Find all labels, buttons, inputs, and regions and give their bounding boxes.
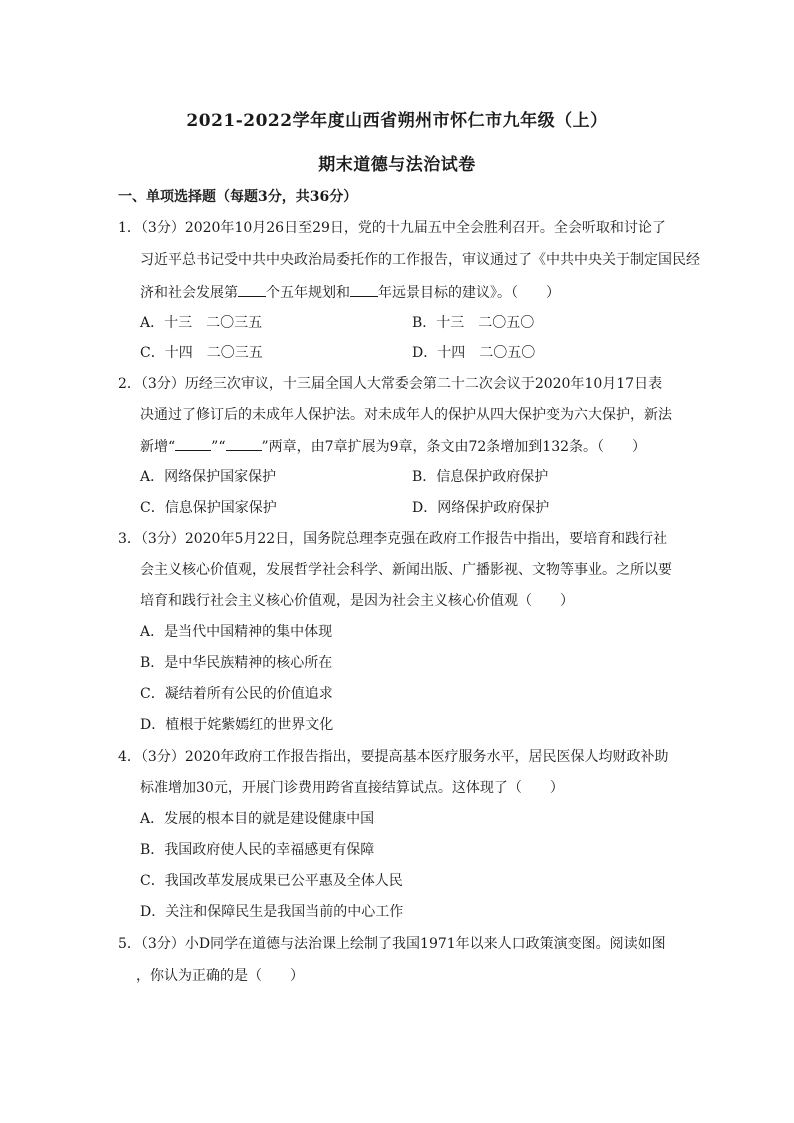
section-heading: 一、单项选择题（每题3分，共36分） <box>118 189 358 205</box>
answer-blank <box>350 282 378 297</box>
q4-line1: 4．（3分）2020年政府工作报告指出，要提高基本医疗服务水平，居民医保人均财政补助 <box>118 749 669 765</box>
q2-option-d: D．网络保护政府保护 <box>412 500 550 516</box>
q5-line2: ，你认为正确的是（ ） <box>136 968 304 984</box>
q4-line2: 标准增加30元，开展门诊费用跨省直接结算试点。这体现了（ ） <box>140 780 564 796</box>
q4-option-c: C．我国改革发展成果已公平惠及全体人民 <box>140 873 403 889</box>
exam-title-line2: 期末道德与法治试卷 <box>318 155 476 175</box>
q1-option-b: B．十三 二〇五〇 <box>412 315 535 331</box>
q1-line2: 习近平总书记受中共中央政治局委托作的工作报告，审议通过了《中共中央关于制定国民经 <box>140 252 700 268</box>
q4-option-a: A．发展的根本目的就是建设健康中国 <box>140 811 375 827</box>
q5-line1: 5．（3分）小D同学在道德与法治课上绘制了我国1971年以来人口政策演变图。阅读如图 <box>118 936 666 952</box>
q3-option-a: A．是当代中国精神的集中体现 <box>140 624 333 640</box>
q2-line3-part2: ”“ <box>211 439 226 455</box>
q2-option-c: C．信息保护国家保护 <box>140 500 277 516</box>
q1-line3-part1: 济和社会发展第 <box>140 285 238 301</box>
q1-option-c: C．十四 二〇三五 <box>140 345 263 361</box>
q1-line3-part3: 年远景目标的建议》。（ ） <box>378 285 560 301</box>
q2-option-b: B．信息保护政府保护 <box>412 469 549 485</box>
q3-option-c: C．凝结着所有公民的价值追求 <box>140 686 333 702</box>
q3-option-d: D．植根于姹紫嫣红的世界文化 <box>140 717 334 733</box>
q1-line3 <box>140 282 560 303</box>
answer-blank <box>226 436 262 451</box>
q2-line2: 决通过了修订后的未成年人保护法。对未成年人的保护从四大保护变为六大保护，新法 <box>140 407 672 423</box>
q4-option-b: B．我国政府使人民的幸福感更有保障 <box>140 842 375 858</box>
q3-line3: 培育和践行社会主义核心价值观，是因为社会主义核心价值观（ ） <box>140 593 574 609</box>
q2-option-a: A．网络保护国家保护 <box>140 469 277 485</box>
q1-option-a: A．十三 二〇三五 <box>140 315 263 331</box>
q3-line2: 会主义核心价值观，发展哲学社会科学、新闻出版、广播影视、文物等事业。之所以要 <box>140 562 672 578</box>
q3-option-b: B．是中华民族精神的核心所在 <box>140 655 333 671</box>
q1-line1: 1．（3分）2020年10月26日至29日，党的十九届五中全会胜利召开。全会听取和讨论了 <box>118 220 666 236</box>
q1-option-d: D．十四 二〇五〇 <box>412 345 536 361</box>
q2-line3-part3: ”两章，由7章扩展为9章，条文由72条增加到132条。（ ） <box>261 439 647 455</box>
answer-blank <box>238 282 266 297</box>
q1-line3-part2: 个五年规划和 <box>266 285 350 301</box>
q2-line1: 2．（3分）历经三次审议，十三届全国人大常委会第二十二次会议于2020年10月17日表 <box>118 376 663 392</box>
exam-title-line1: 2021-2022学年度山西省朔州市怀仁市九年级（上） <box>186 111 608 131</box>
answer-blank <box>175 436 211 451</box>
q2-line3-part1: 新增“ <box>140 439 176 455</box>
q3-line1: 3．（3分）2020年5月22日，国务院总理李克强在政府工作报告中指出，要培育和践行社 <box>118 531 668 547</box>
q2-line3 <box>140 436 646 457</box>
q4-option-d: D．关注和保障民生是我国当前的中心工作 <box>140 904 404 920</box>
